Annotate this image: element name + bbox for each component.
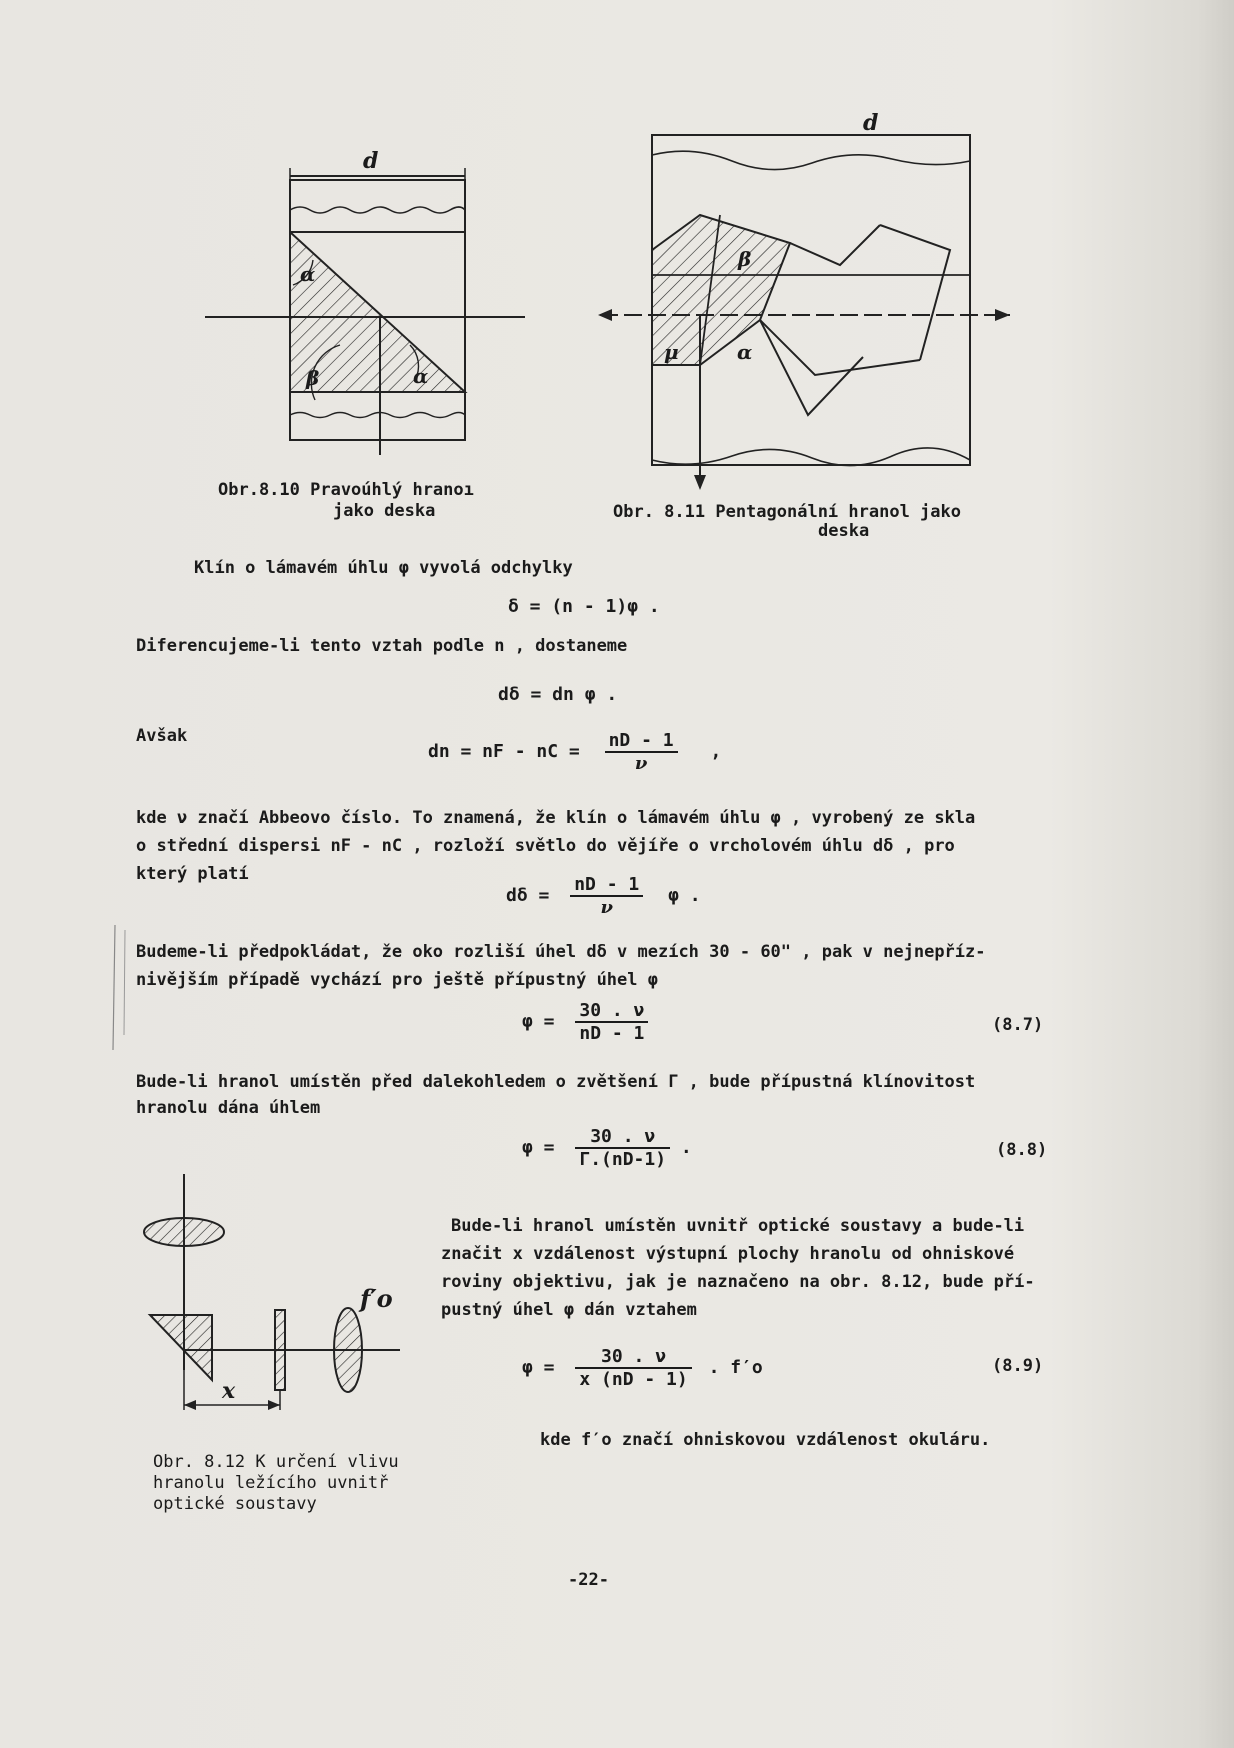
equation-5-fraction	[575, 1000, 648, 1044]
paragraph-2: Diferencujeme-li tento vztah podle n , dostaneme	[136, 636, 628, 656]
equation-6-fraction	[575, 1126, 670, 1170]
paragraph-3: Avšak	[136, 726, 188, 746]
equation-7-numerator: 30 . ν	[575, 1346, 691, 1369]
page-number: -22-	[568, 1570, 609, 1590]
equation-7-number: (8.9)	[992, 1356, 1044, 1376]
equation-4	[506, 874, 701, 918]
fig810-caption-line2: jako deska	[333, 501, 436, 521]
equation-5-denominator: nD - 1	[579, 1023, 645, 1044]
equation-2: dδ = dn φ .	[498, 684, 618, 705]
equation-6-left: φ =	[522, 1137, 555, 1158]
equation-3-fraction	[605, 730, 678, 774]
paragraph-6-line1: Bude-li hranol umístěn před dalekohledem o zvětšení Γ , bude přípustná klínovitost	[136, 1072, 976, 1092]
equation-6-number: (8.8)	[996, 1140, 1048, 1160]
paragraph-6-line2: hranolu dána úhlem	[136, 1098, 321, 1118]
equation-3	[428, 730, 721, 774]
equation-6-numerator: 30 . ν	[575, 1126, 670, 1149]
equation-4-numerator: nD - 1	[570, 874, 643, 897]
paragraph-5-line1: Budeme-li předpokládat, že oko rozliší úhel dδ v mezích 30 - 60" , pak v nejnepříz-	[136, 942, 986, 962]
equation-5-left: φ =	[522, 1011, 555, 1032]
fig812-caption-line2: hranolu ležícího uvnitř	[153, 1473, 389, 1493]
pencil-marks	[105, 925, 135, 1055]
equation-3-denominator: ν	[634, 753, 648, 774]
paragraph-4-line1: kde ν značí Abbeovo číslo. To znamená, že klín o lámavém úhlu φ , vyrobený ze skla	[136, 808, 976, 828]
equation-3-left: dn = nF - nC =	[428, 741, 580, 762]
fig810-beta-label: β	[306, 366, 320, 390]
equation-5-number: (8.7)	[992, 1015, 1044, 1035]
paragraph-7-line2: značit x vzdálenost výstupní plochy hranolu od ohniskové	[441, 1244, 1015, 1264]
equation-1: δ = (n - 1)φ .	[508, 596, 660, 617]
equation-6-denominator: Γ.(nD-1)	[579, 1149, 667, 1170]
fig810-alpha2-label: α	[413, 364, 429, 388]
paragraph-4-line3: který platí	[136, 864, 249, 884]
paragraph-8: kde f′o značí ohniskovou vzdálenost okuláru.	[540, 1430, 991, 1450]
fig811-mu-label: μ	[664, 340, 679, 364]
paragraph-5-line2: nivějším případě vychází pro ještě přípustný úhel φ	[136, 970, 658, 990]
fig812-caption-line1: Obr. 8.12 K určení vlivu	[153, 1452, 399, 1472]
fig811-beta-label: β	[738, 247, 752, 271]
equation-6-end: .	[680, 1137, 692, 1158]
paragraph-7-line1: Bude-li hranol umístěn uvnitř optické soustavy a bude-li	[451, 1216, 1025, 1236]
fig811-dim-label: d	[863, 110, 879, 136]
fig811-alpha-label: α	[737, 340, 753, 364]
fig810-caption-line1: Obr.8.10 Pravoúhlý hranoı	[218, 480, 474, 500]
equation-7-denominator: x (nD - 1)	[579, 1369, 688, 1390]
equation-4-denominator: ν	[600, 897, 613, 918]
equation-3-end: ,	[710, 741, 722, 762]
figure-8-11-pentagonal-prism	[590, 115, 1020, 495]
equation-3-numerator: nD - 1	[605, 730, 678, 753]
paragraph-7-line4: pustný úhel φ dán vztahem	[441, 1300, 697, 1320]
fig812-caption-line3: optické soustavy	[153, 1494, 317, 1514]
equation-4-fraction	[570, 874, 643, 918]
figure-8-10-right-angle-prism	[195, 160, 535, 460]
equation-4-left: dδ =	[506, 885, 550, 906]
fig811-caption-line2: deska	[818, 521, 870, 541]
paragraph-7-line3: roviny objektivu, jak je naznačeno na obr. 8.12, bude pří-	[441, 1272, 1035, 1292]
fig812-f-label: f′o	[360, 1284, 393, 1313]
equation-6	[522, 1126, 692, 1170]
equation-7	[522, 1346, 763, 1390]
fig810-alpha-label: α	[300, 262, 316, 286]
paragraph-4-line2: o střední dispersi nF - nC , rozloží světlo do vějíře o vrcholovém úhlu dδ , pro	[136, 836, 955, 856]
fig812-x-label: x	[222, 1378, 236, 1404]
equation-5	[522, 1000, 648, 1044]
equation-4-end: φ .	[668, 885, 701, 906]
equation-5-numerator: 30 . ν	[575, 1000, 648, 1023]
equation-7-end: . f′o	[708, 1357, 763, 1378]
equation-7-left: φ =	[522, 1357, 555, 1378]
equation-7-fraction	[575, 1346, 691, 1390]
fig811-caption-line1: Obr. 8.11 Pentagonální hranol jako	[613, 502, 961, 522]
fig810-dim-label: d	[363, 148, 379, 174]
paragraph-1: Klín o lámavém úhlu φ vyvolá odchylky	[194, 558, 573, 578]
